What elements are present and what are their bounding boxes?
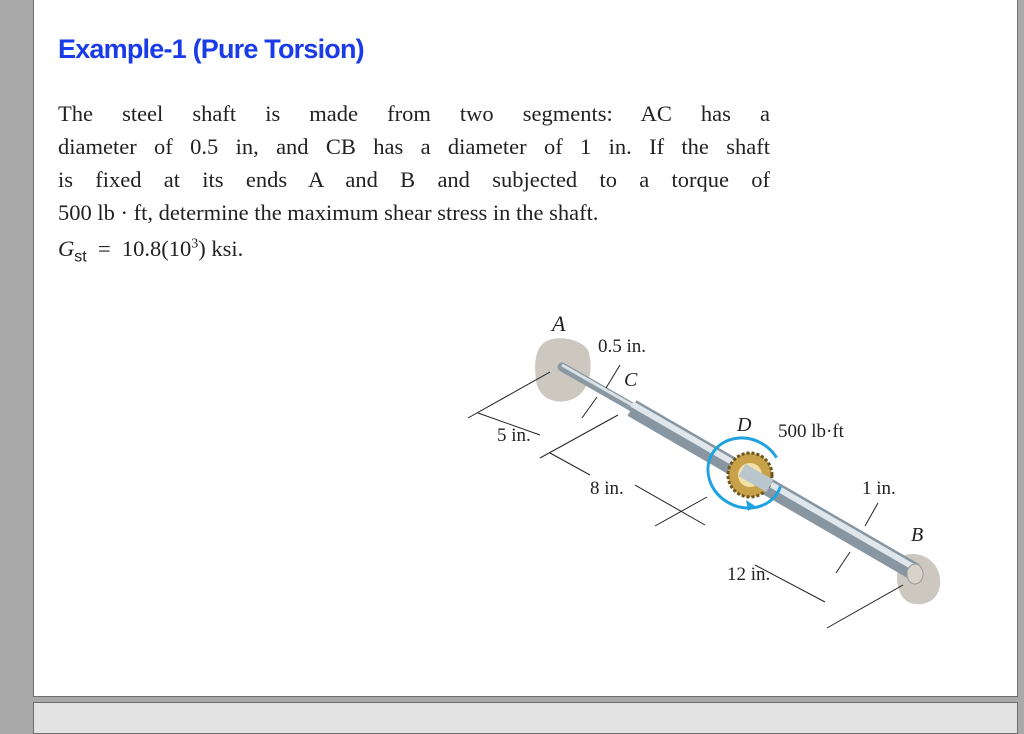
shear-modulus-equation — [58, 236, 243, 267]
label-dia-cb: 1 in. — [862, 478, 896, 499]
label-c: C — [624, 369, 638, 391]
eq-symbol: G — [58, 236, 75, 261]
label-a: A — [552, 311, 566, 336]
next-page — [33, 702, 1018, 734]
eq-equals: = — [97, 236, 111, 261]
problem-line: The steel shaft is made from two segments: AC has a — [58, 101, 770, 126]
eq-unit: ) ksi. — [198, 236, 244, 261]
eq-exponent: 3 — [191, 236, 199, 252]
problem-line: is fixed at its ends A and B and subjected to a torque of — [58, 167, 770, 192]
label-len-ac: 5 in. — [497, 425, 531, 446]
label-torque: 500 lb·ft — [778, 421, 844, 442]
label-b: B — [911, 524, 924, 546]
problem-statement — [58, 97, 770, 229]
label-len-db: 12 in. — [727, 564, 771, 585]
problem-line: diameter of 0.5 in, and CB has a diameter of 1 in. If the shaft — [58, 134, 770, 159]
shaft-diagram — [460, 310, 960, 640]
eq-subscript: st — [74, 248, 87, 266]
example-title: Example-1 (Pure Torsion) — [58, 34, 364, 64]
problem-line: 500 lb · ft, determine the maximum shear stress in the shaft. — [58, 200, 599, 225]
label-dia-ac: 0.5 in. — [598, 336, 647, 357]
label-len-cd: 8 in. — [590, 478, 624, 499]
label-d: D — [737, 414, 752, 436]
eq-value: 10.8(10 — [121, 236, 192, 261]
